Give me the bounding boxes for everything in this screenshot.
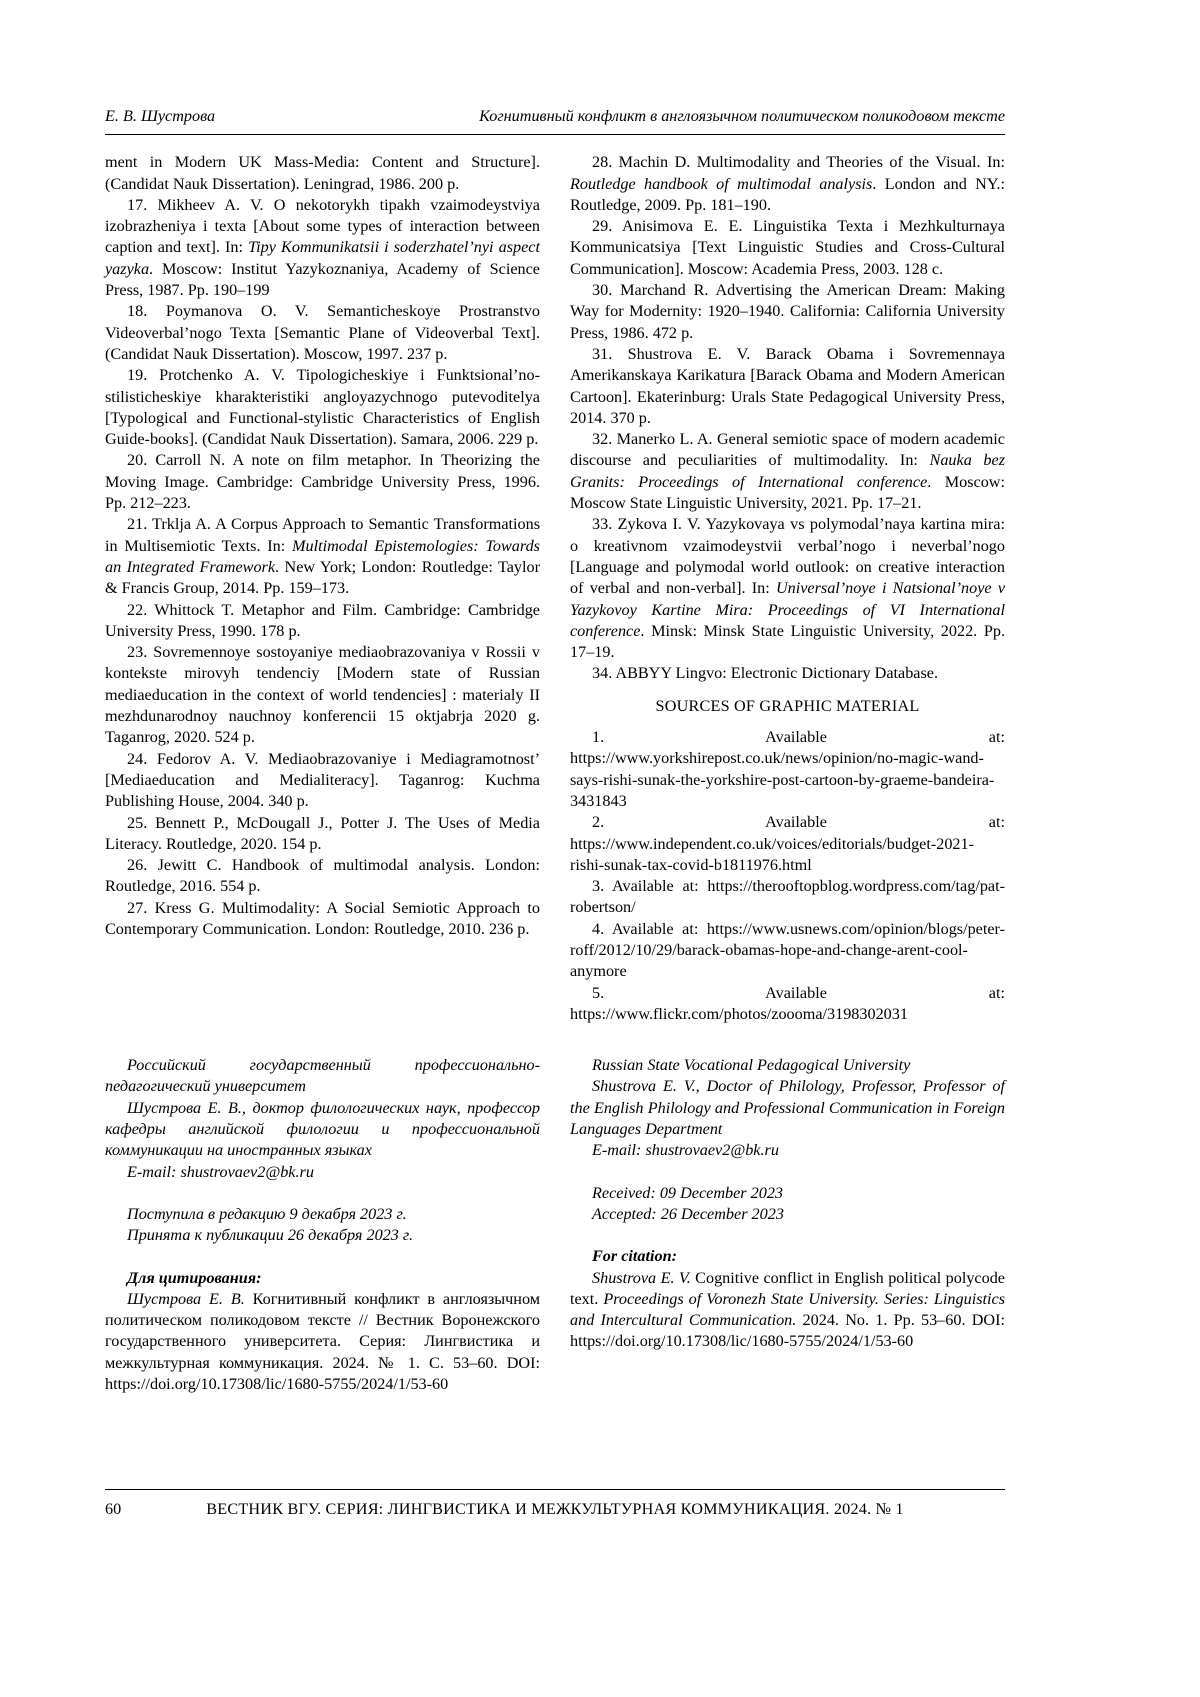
citation-line: For citation: (592, 1247, 677, 1266)
submission-date-line: Received: 09 December 2023 (592, 1183, 784, 1202)
affiliation-line: E-mail: shustrovaev2@bk.ru (592, 1141, 779, 1160)
reference-item: 26. Jewitt C. Handbook of multimodal analysis. London: Routledge, 2016. 554 p. (105, 856, 540, 896)
reference-item: 33. Zykova I. V. Yazykovaya vs polymodal’naya kartina mira: o kreativnom vzaimodeystvii verbal’nogo i neverbal’nogo [Language and polymodal world outlook: on creative interaction of verbal and non-verbal]. In: Universal’noye i Natsional’noye v Yazykovoy Kartine Mira: Proceedings of VI International conference. Minsk: Minsk State Linguistic University, 2022. Pp. 17–19. (570, 515, 1005, 662)
reference-item: 25. Bennett P., McDougall J., Potter J. The Uses of Media Literacy. Routledge, 2020. 154 p. (105, 813, 540, 853)
source-item: 3. Available at: https://therooftopblog.wordpress.com/tag/pat-robertson/ (570, 877, 1005, 917)
affiliation-russian (105, 1055, 540, 1395)
reference-item: 32. Manerko L. A. General semiotic space of modern academic discourse and peculiarities of multimodality. In: Nauka bez Granits: Proceedings of International conference. Moscow: Moscow State Linguistic University, 2021. Pp. 17–21. (570, 430, 1005, 513)
affiliation-ru-info (105, 1055, 540, 1183)
submission-date-line: Поступила в редакцию 9 декабря 2023 г. (127, 1204, 407, 1223)
affiliation-section (105, 1055, 1005, 1395)
sources-list (570, 727, 1005, 1025)
affiliation-english (570, 1055, 1005, 1395)
references-right-list (570, 152, 1005, 684)
running-author: Е. В. Шустрова (105, 107, 216, 125)
citation-line: Шустрова Е. В. Когнитивный конфликт в англоязычном политическом поликодовом тексте // Вестник Воронежского государственного университета. Серия: Лингвистика и межкультурная коммуникация. 2024. № 1. С. 53–60. DOI: https://doi.org/10.17308/lic/1680-5755/2024/1/53-60 (105, 1289, 541, 1394)
affiliation-line: E-mail: shustrovaev2@bk.ru (127, 1162, 314, 1181)
references-section (105, 152, 1005, 1025)
reference-item: 28. Machin D. Multimodality and Theories of the Visual. In: Routledge handbook of multimodal analysis. London and NY.: Routledge, 2009. Pp. 181–190. (570, 153, 1005, 214)
reference-item: 24. Fedorov A. V. Mediaobrazovaniye i Mediagramotnost’ [Mediaeducation and Medialiteracy]. Taganrog: Kuchma Publishing House, 2004. 340 p. (105, 749, 540, 811)
source-item: 4. Available at: https://www.usnews.com/opinion/blogs/peter-roff/2012/10/29/barack-obamas-hope-and-change-arent-cool-anymore (570, 919, 1005, 981)
reference-item: 27. Kress G. Multimodality: A Social Semiotic Approach to Contemporary Communication. London: Routledge, 2010. 236 p. (105, 898, 540, 938)
affiliation-ru-citation (105, 1268, 540, 1396)
journal-footer-line: ВЕСТНИК ВГУ. СЕРИЯ: ЛИНГВИСТИКА И МЕЖКУЛЬТУРНАЯ КОММУНИКАЦИЯ. 2024. № 1 (206, 1500, 904, 1518)
source-item: 5. Available at: https://www.flickr.com/photos/zoooma/3198302031 (570, 983, 1005, 1023)
submission-date-line: Принята к публикации 26 декабря 2023 г. (127, 1226, 414, 1245)
affiliation-line: Российский государственный профессионально-педагогический университет (105, 1056, 540, 1096)
affiliation-en-citation (570, 1246, 1005, 1352)
affiliation-en-info (570, 1055, 1005, 1161)
reference-item: 19. Protchenko A. V. Tipologicheskiye i Funktsional’no-stilisticheskiye kharakteristiki angloyazychnogo putevoditelya [Typological and Functional-stylistic Characteristics of English Guide-books]. (Candidat Nauk Dissertation). Samara, 2006. 229 p. (105, 366, 540, 449)
page-footer (105, 1489, 1005, 1520)
reference-item: 21. Trklja A. A Corpus Approach to Semantic Transformations in Multisemiotic Texts. In: Multimodal Epistemologies: Towards an Integrated Framework. New York; London: Routledge: Taylor & Francis Group, 2014. Pp. 159–173. (105, 515, 540, 598)
reference-item: 22. Whittock T. Metaphor and Film. Cambridge: Cambridge University Press, 1990. 178 p. (105, 600, 540, 640)
reference-item: 17. Mikheev A. V. O nekotorykh tipakh vzaimodeystviya izobrazheniya i texta [About some types of interaction between caption and text]. In: Tipy Kommunikatsii i soderzhatel’nyi aspect yazyka. Moscow: Institut Yazykoznaniya, Academy of Science Press, 1987. Pp. 190–199 (105, 195, 540, 300)
affiliation-line: Shustrova E. V., Doctor of Philology, Professor, Professor of the English Philology and Professional Communication in Foreign Languages Department (570, 1077, 1005, 1139)
source-item: 2. Available at: https://www.independent.co.uk/voices/editorials/budget-2021-rishi-sunak-tax-covid-b1811976.html (570, 813, 1005, 874)
reference-item: 18. Poymanova O. V. Semanticheskoye Prostranstvo Videoverbal’nogo Texta [Semantic Plane of Videoverbal Text]. (Candidat Nauk Dissertation). Moscow, 1997. 237 p. (105, 302, 540, 363)
references-right-column (570, 152, 1005, 1025)
reference-item: 29. Anisimova E. E. Linguistika Texta i Mezhkulturnaya Kommunicatsiya [Text Linguistic Studies and Cross-Cultural Communication]. Moscow: Academia Press, 2003. 128 c. (570, 217, 1005, 278)
reference-item: ment in Modern UK Mass-Media: Content and Structure]. (Candidat Nauk Dissertation). Leningrad, 1986. 200 p. (105, 153, 540, 193)
affiliation-line: Russian State Vocational Pedagogical University (592, 1056, 911, 1075)
reference-item: 34. ABBYY Lingvo: Electronic Dictionary Database. (592, 664, 938, 683)
reference-item: 31. Shustrova E. V. Barack Obama i Sovremennaya Amerikanskaya Karikatura [Barack Obama and Modern American Cartoon]. Ekaterinburg: Urals State Pedagogical University Press, 2014. 370 p. (570, 344, 1005, 427)
page-number: 60 (105, 1500, 122, 1518)
submission-date-line: Accepted: 26 December 2023 (592, 1204, 784, 1223)
reference-item: 23. Sovremennoye sostoyaniye mediaobrazovaniya v Rossii v kontekste mirovyh tendenciy [Modern state of Russian mediaeducation in the context of world tendencies] : materialy II mezhdunarodnoy nauchnoy konferencii 15 oktjabrja 2020 g. Taganrog, 2020. 524 p. (105, 643, 540, 747)
reference-item: 20. Carroll N. A note on film metaphor. In Theorizing the Moving Image. Cambridge: Cambridge University Press, 1996. Pp. 212–223. (105, 451, 540, 513)
running-header (105, 106, 1005, 135)
references-left-column (105, 152, 540, 1025)
citation-line: Для цитирования: (127, 1268, 262, 1287)
source-item: 1. Available at: https://www.yorkshirepost.co.uk/news/opinion/no-magic-wand-says-rishi-sunak-the-yorkshire-post-cartoon-by-graeme-bandeira-3431843 (570, 728, 1005, 810)
affiliation-ru-dates (105, 1204, 540, 1247)
reference-item: 30. Marchand R. Advertising the American Dream: Making Way for Modernity: 1920–1940. California: California University Press, 1986. 472 p. (570, 281, 1005, 342)
citation-line: Shustrova E. V. Cognitive conflict in English political polycode text. Proceedings of Voronezh State University. Series: Linguistics and Intercultural Communication. 2024. No. 1. Pp. 53–60. DOI: https://doi.org/10.17308/lic/1680-5755/2024/1/53-60 (570, 1268, 1005, 1351)
sources-heading: SOURCES OF GRAPHIC MATERIAL (655, 696, 920, 715)
running-title: Когнитивный конфликт в англоязычном политическом поликодовом тексте (479, 107, 1005, 125)
affiliation-line: Шустрова Е. В., доктор филологических наук, профессор кафедры английской филологии и профессиональной коммуникации на иностранных языках (105, 1098, 540, 1160)
affiliation-en-dates (570, 1183, 1005, 1226)
